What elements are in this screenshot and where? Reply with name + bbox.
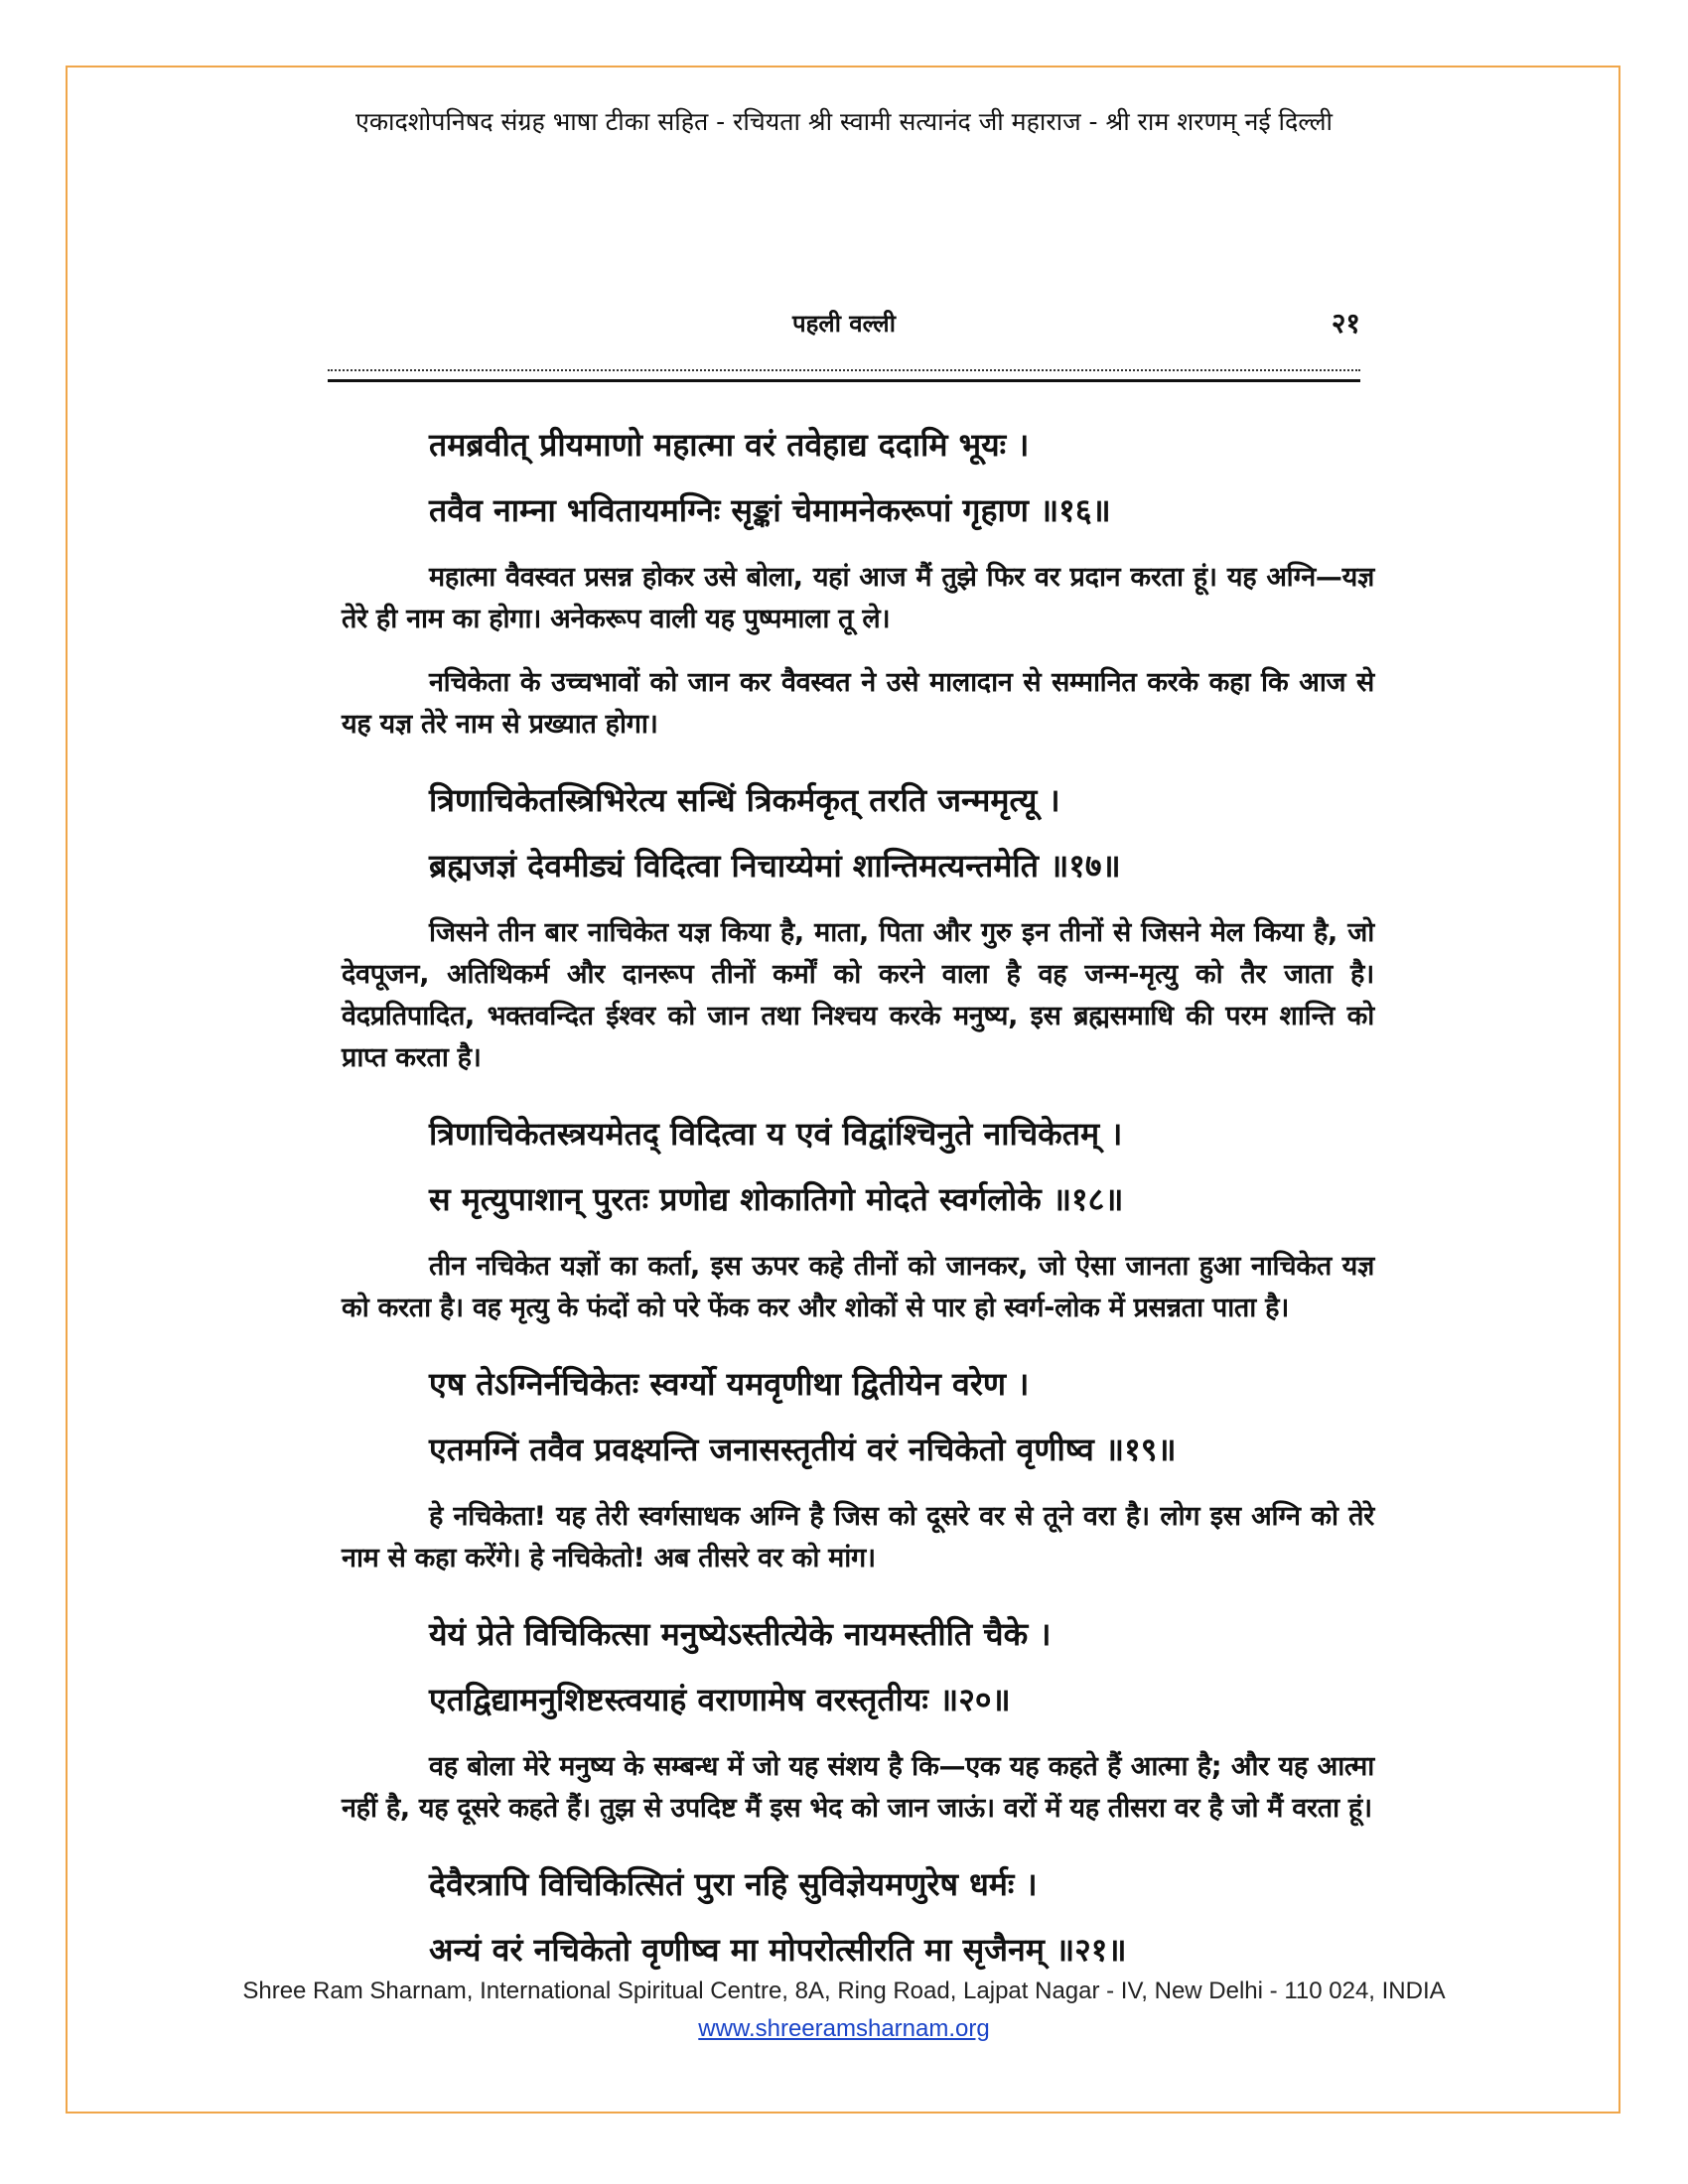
section-verse-17: [342, 767, 1374, 1079]
commentary-paragraph: हे नचिकेता! यह तेरी स्वर्गसाधक अग्नि है जिस को दूसरे वर से तूने वरा है। लोग इस अग्नि को तेरे नाम से कहा करेंगे। हे नचिकेतो! अब तीसरे वर को मांग।: [342, 1501, 1374, 1573]
verse-line: देवैरत्रापि विचिकित्सितं पुरा नहि सुविज्ञेयमणुरेष धर्मः ।: [429, 1865, 1038, 1903]
page-head: [328, 306, 1360, 341]
verse-line: येयं प्रेते विचिकित्सा मनुष्येऽस्तीत्येके नायमस्तीति चैके ।: [429, 1615, 1052, 1653]
verse-line: अन्यं वरं नचिकेतो वृणीष्व मा मोपरोत्सीरति मा सृजैनम् ॥२१॥: [429, 1931, 1127, 1969]
verse-line: स मृत्युपाशान् पुरतः प्रणोद्य शोकातिगो मोदते स्वर्गलोके ॥१८॥: [429, 1180, 1124, 1218]
verse-21: [342, 1851, 1374, 1982]
verse-20: [342, 1601, 1374, 1732]
footer-address: Shree Ram Sharnam, International Spiritual Centre, 8A, Ring Road, Lajpat Nagar - IV, New Delhi - 110 024, INDIA: [242, 1978, 1446, 2004]
verse-line: तमब्रवीत् प्रीयमाणो महात्मा वरं तवेहाद्य ददामि भूयः ।: [429, 426, 1030, 464]
verse-line: एतद्विद्यामनुशिष्टस्त्वयाहं वराणामेष वरस्तृतीयः ॥२०॥: [429, 1681, 1011, 1718]
text-body: [342, 412, 1374, 1988]
section-verse-16: [342, 412, 1374, 746]
commentary-paragraph: वह बोला मेरे मनुष्य के सम्बन्ध में जो यह संशय है कि—एक यह कहते हैं आत्मा है; और यह आत्मा नहीं है, यह दूसरे कहते हैं। तुझ से उपदिष्ट मैं इस भेद को जान जाऊं। वरों में यह तीसरा वर है जो मैं वरता हूं।: [342, 1751, 1374, 1824]
verse-19: [342, 1351, 1374, 1482]
commentary-paragraph: जिसने तीन बार नाचिकेत यज्ञ किया है, माता, पिता और गुरु इन तीनों से जिसने मेल किया है, जो देवपूजन, अतिथिकर्म और दानरूप तीनों कर्मों को करने वाला है वह जन्म-मृत्यु को तैर जाता है। वेदप्रतिपादित, भक्तवन्दित ईश्वर को जान तथा निश्चय करके मनुष्य, इस ब्रह्मसमाधि की परम शान्ति को प्राप्त करता है।: [342, 917, 1374, 1073]
section-verse-21: [342, 1851, 1374, 1982]
commentary-paragraph: महात्मा वैवस्वत प्रसन्न होकर उसे बोला, यहां आज मैं तुझे फिर वर प्रदान करता हूं। यह अग्नि—यज्ञ तेरे ही नाम का होगा। अनेकरूप वाली यह पुष्पमाला तू ले।: [342, 562, 1374, 634]
document-header: एकादशोपनिषद संग्रह भाषा टीका सहित - रचियता श्री स्वामी सत्यानंद जी महाराज - श्री राम शरणम् नई दिल्ली: [355, 107, 1333, 136]
verse-line: एतमग्निं तवैव प्रवक्ष्यन्ति जनासस्तृतीयं वरं नचिकेतो वृणीष्व ॥१९॥: [429, 1431, 1177, 1468]
section-verse-19: [342, 1351, 1374, 1579]
header-rule: [328, 369, 1360, 382]
verse-line: ब्रह्मजज्ञं देवमीड्यं विदित्वा निचाय्येमां शान्तिमत्यन्तमेति ॥१७॥: [429, 847, 1121, 885]
page-number: २१: [1331, 307, 1360, 340]
website-link[interactable]: www.shreeramsharnam.org: [698, 2015, 990, 2042]
verse-16: [342, 412, 1374, 543]
commentary-paragraph: तीन नचिकेत यज्ञों का कर्ता, इस ऊपर कहे तीनों को जानकर, जो ऐसा जानता हुआ नाचिकेत यज्ञ को करता है। वह मृत्यु के फंदों को परे फेंक कर और शोकों से पार हो स्वर्ग-लोक में प्रसन्नता पाता है।: [342, 1251, 1374, 1323]
running-title: पहली वल्ली: [792, 310, 896, 338]
section-verse-20: [342, 1601, 1374, 1830]
verse-line: त्रिणाचिकेतस्त्रिभिरेत्य सन्धिं त्रिकर्मकृत् तरति जन्ममृत्यू ।: [429, 781, 1060, 819]
verse-line: तवैव नाम्ना भवितायमग्निः सृङ्कां चेमामनेकरूपां गृहाण ॥१६॥: [429, 491, 1111, 529]
verse-line: एष तेऽग्निर्नचिकेतः स्वर्ग्यो यमवृणीथा द्वितीयेन वरेण ।: [429, 1365, 1030, 1403]
verse-18: [342, 1101, 1374, 1232]
verse-line: त्रिणाचिकेतस्त्रयमेतद् विदित्वा य एवं विद्वांश्चिनुते नाचिकेतम् ।: [429, 1115, 1123, 1153]
verse-17: [342, 767, 1374, 898]
commentary-paragraph: नचिकेता के उच्चभावों को जान कर वैवस्वत ने उसे मालादान से सम्मानित करके कहा कि आज से यह यज्ञ तेरे नाम से प्रख्यात होगा।: [342, 667, 1374, 740]
section-verse-18: [342, 1101, 1374, 1329]
